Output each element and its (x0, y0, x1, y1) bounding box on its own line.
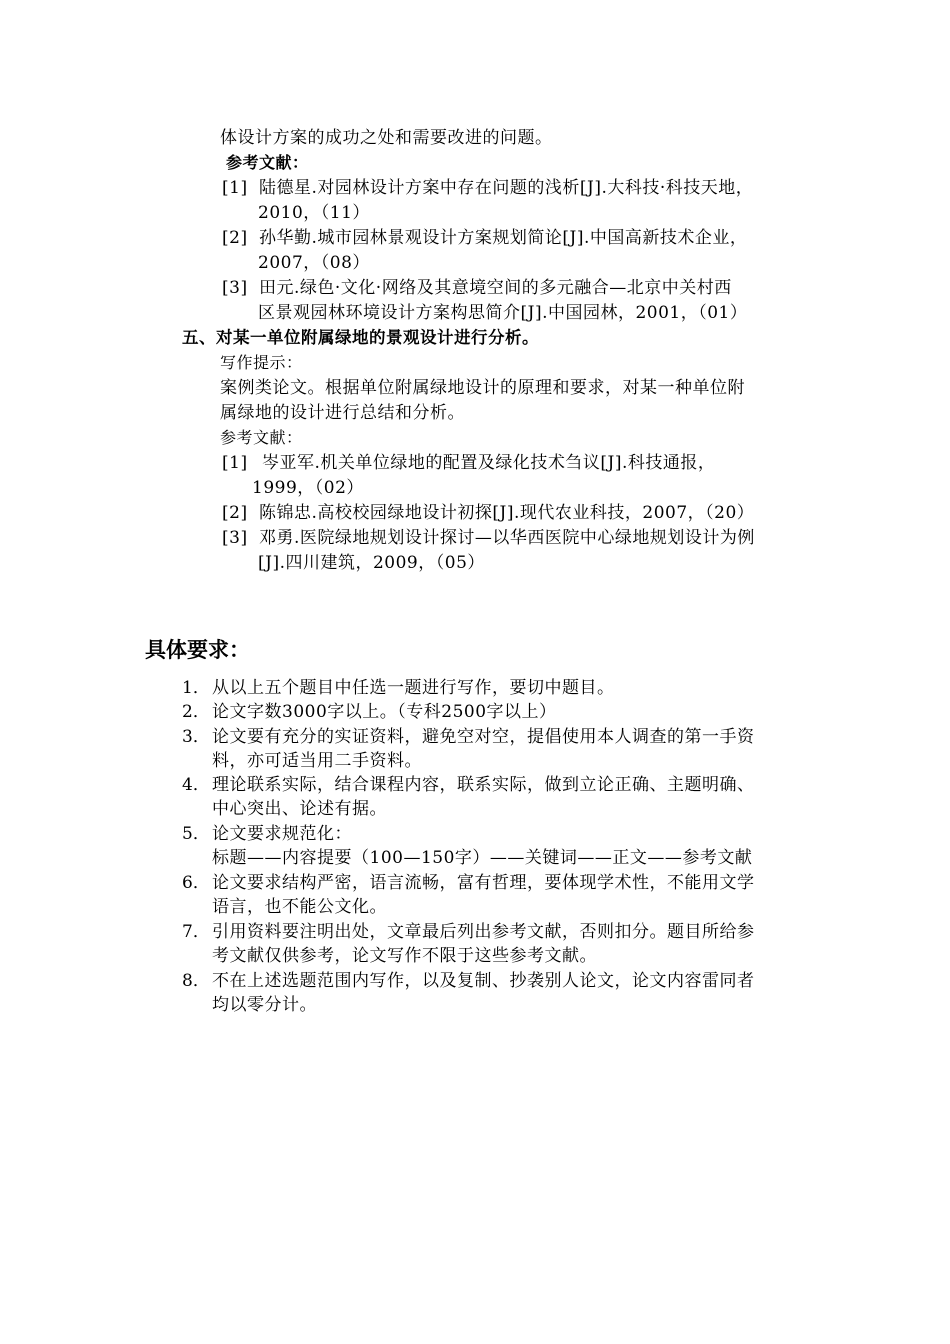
reference-number: [2] (222, 503, 248, 523)
reference-text-cont: 区景观园林环境设计方案构思简介[J].中国园林，2001，（01） (258, 303, 748, 323)
requirements-heading: 具体要求： (145, 638, 250, 662)
reference-number: [1] (222, 453, 248, 473)
list-number: 3． (182, 727, 210, 747)
requirement-text-cont: 中心突出、论述有据。 (212, 799, 387, 819)
reference-number: [3] (222, 528, 248, 548)
requirement-text: 引用资料要注明出处，文章最后列出参考文献，否则扣分。题目所给参 (212, 922, 755, 942)
writing-hint-label: 写作提示： (220, 353, 303, 372)
reference-text-cont: 2007，（08） (258, 253, 370, 273)
requirement-text-cont: 料，亦可适当用二手资料。 (212, 751, 422, 771)
reference-number: [3] (222, 278, 248, 298)
requirement-text: 论文字数3000字以上。（专科2500字以上） (212, 702, 557, 722)
reference-text: 邓勇.医院绿地规划设计探讨—以华西医院中心绿地规划设计为例 (259, 528, 755, 548)
list-number: 5． (182, 824, 210, 844)
reference-number: [2] (222, 228, 248, 248)
requirement-text: 从以上五个题目中任选一题进行写作，要切中题目。 (212, 678, 615, 698)
list-number: 4． (182, 775, 210, 795)
section-heading: 五、对某一单位附属绿地的景观设计进行分析。 (182, 328, 539, 347)
writing-hint-text-cont: 属绿地的设计进行总结和分析。 (220, 403, 465, 423)
requirement-text: 论文要求结构严密，语言流畅，富有哲理，要体现学术性，不能用文学 (212, 873, 755, 893)
references-label: 参考文献： (220, 428, 303, 447)
list-number: 6． (182, 873, 210, 893)
reference-text: 孙华勤.城市园林景观设计方案规划简论[J].中国高新技术企业， (259, 228, 748, 248)
requirement-text: 论文要有充分的实证资料，避免空对空，提倡使用本人调查的第一手资 (212, 727, 755, 747)
reference-text-cont: 1999，（02） (252, 478, 364, 498)
list-number: 1． (182, 678, 210, 698)
reference-text-cont: 2010，（11） (258, 203, 370, 223)
list-number: 2． (182, 702, 210, 722)
reference-text: 陆德星.对园林设计方案中存在问题的浅析[J].大科技·科技天地， (259, 178, 754, 198)
writing-hint-text: 案例类论文。根据单位附属绿地设计的原理和要求，对某一种单位附 (220, 378, 745, 398)
requirement-text: 理论联系实际，结合课程内容，联系实际，做到立论正确、主题明确、 (212, 775, 755, 795)
paragraph-continuation: 体设计方案的成功之处和需要改进的问题。 (220, 128, 553, 148)
reference-text: 岑亚军.机关单位绿地的配置及绿化技术刍议[J].科技通报， (262, 453, 716, 473)
requirement-text: 不在上述选题范围内写作，以及复制、抄袭别人论文，论文内容雷同者 (212, 971, 755, 991)
requirement-text: 论文要求规范化： (212, 824, 352, 844)
requirement-text-cont: 语言，也不能公文化。 (212, 897, 387, 917)
list-number: 8． (182, 971, 210, 991)
requirement-text-cont: 均以零分计。 (212, 995, 317, 1015)
requirement-text-cont: 标题——内容提要（100—150字）——关键词——正文——参考文献 (212, 848, 753, 868)
reference-number: [1] (222, 178, 248, 198)
requirement-text-cont: 考文献仅供参考，论文写作不限于这些参考文献。 (212, 946, 597, 966)
reference-text: 田元.绿色·文化·网络及其意境空间的多元融合—北京中关村西 (259, 278, 732, 298)
references-label: 参考文献： (226, 153, 309, 172)
reference-text-cont: [J].四川建筑，2009，（05） (258, 553, 485, 573)
list-number: 7． (182, 922, 210, 942)
reference-text: 陈锦忠.高校校园绿地设计初探[J].现代农业科技，2007，（20） (259, 503, 755, 523)
